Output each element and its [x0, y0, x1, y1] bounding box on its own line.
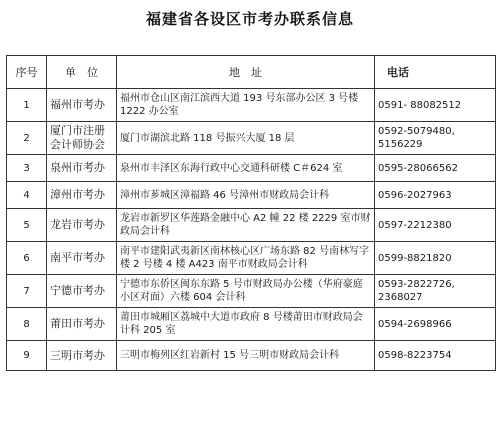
header-phone: 电话 — [375, 56, 496, 89]
row-address: 莆田市城厢区荔城中大道市政府 8 号楼莆田市财政局会计科 205 室 — [117, 308, 375, 341]
row-phone: 0594-2698966 — [375, 308, 496, 341]
row-unit: 三明市考办 — [47, 341, 117, 371]
row-address: 南平市建阳武夷新区南林核心区广场东路 82 号南林写字楼 2 号楼 4 楼 A423 南平市财政局会计科 — [117, 242, 375, 275]
row-phone: 0591- 88082512 — [375, 89, 496, 122]
row-unit: 龙岩市考办 — [47, 209, 117, 242]
row-num: 7 — [7, 275, 47, 308]
table-row — [7, 308, 496, 341]
row-phone: 0598-8223754 — [375, 341, 496, 371]
row-address: 三明市梅列区红岩新村 15 号三明市财政局会计科 — [117, 341, 375, 371]
row-num: 8 — [7, 308, 47, 341]
table-row — [7, 122, 496, 155]
header-num: 序号 — [7, 56, 47, 89]
row-unit: 福州市考办 — [47, 89, 117, 122]
header-address: 地 址 — [117, 56, 375, 89]
row-phone: 0595-28066562 — [375, 155, 496, 182]
row-address: 龙岩市新罗区华莲路金融中心 A2 幢 22 楼 2229 室市财政局会计科 — [117, 209, 375, 242]
row-num: 9 — [7, 341, 47, 371]
table-row — [7, 155, 496, 182]
row-phone: 0599-8821820 — [375, 242, 496, 275]
table-row — [7, 89, 496, 122]
page-title: 福建省各设区市考办联系信息 — [145, 10, 354, 28]
row-num: 6 — [7, 242, 47, 275]
row-phone: 0596-2027963 — [375, 182, 496, 209]
row-address: 泉州市丰泽区东海行政中心交通科研楼 C＃624 室 — [117, 155, 375, 182]
row-unit: 宁德市考办 — [47, 275, 117, 308]
row-phone: 0592-5079480, 5156229 — [375, 122, 496, 155]
row-address: 福州市仓山区南江滨西大道 193 号东部办公区 3 号楼 1222 办公室 — [117, 89, 375, 122]
row-address: 宁德市东侨区闽东东路 5 号市财政局办公楼（华府豪庭小区对面）六楼 604 会计科 — [117, 275, 375, 308]
row-num: 1 — [7, 89, 47, 122]
row-unit: 莆田市考办 — [47, 308, 117, 341]
row-address: 漳州市芗城区漳福路 46 号漳州市财政局会计科 — [117, 182, 375, 209]
table-header-row — [7, 56, 496, 89]
table-row — [7, 341, 496, 371]
row-unit: 厦门市注册会计师协会 — [47, 122, 117, 155]
row-num: 3 — [7, 155, 47, 182]
row-unit: 南平市考办 — [47, 242, 117, 275]
table-row — [7, 242, 496, 275]
contacts-table — [6, 55, 496, 371]
header-unit: 单 位 — [47, 56, 117, 89]
row-phone: 0597-2212380 — [375, 209, 496, 242]
row-unit: 漳州市考办 — [47, 182, 117, 209]
row-num: 2 — [7, 122, 47, 155]
table-row — [7, 275, 496, 308]
table-row — [7, 182, 496, 209]
table-row — [7, 209, 496, 242]
row-phone: 0593-2822726, 2368027 — [375, 275, 496, 308]
row-unit: 泉州市考办 — [47, 155, 117, 182]
row-num: 5 — [7, 209, 47, 242]
row-num: 4 — [7, 182, 47, 209]
row-address: 厦门市湖滨北路 118 号振兴大厦 18 层 — [117, 122, 375, 155]
